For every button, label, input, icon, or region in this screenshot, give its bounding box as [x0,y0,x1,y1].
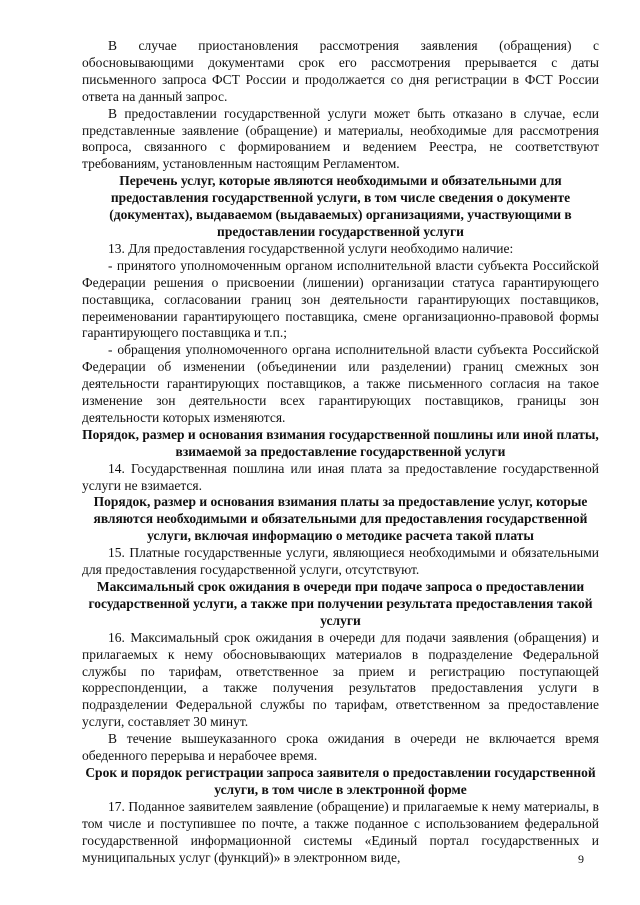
list-item: - принятого уполномоченным органом исполнительной власти субъекта Российской Федерации решения о присвоении (лишении) организации статуса гарантирующего поставщика, согласовании границ зон деятельности гарантирующих поставщиков, переименовании гарантирующего поставщика, смене организационно-правовой формы гарантирующего поставщика и т.п.; [82,257,599,341]
paragraph: 17. Поданное заявителем заявление (обращение) и прилагаемые к нему материалы, в том числе и поступившее по почте, а также поданное с использованием федеральной государственной информационной системы «Единый портал государственных и муниципальных услуг (функций)» в электронном виде, [82,798,599,865]
paragraph: 14. Государственная пошлина или иная плата за предоставление государственной услуги не взимается. [82,460,599,493]
section-heading: Срок и порядок регистрации запроса заявителя о предоставлении государственной услуги, в том числе в электронной форме [85,764,596,797]
section-heading: Порядок, размер и основания взимания платы за предоставление услуг, которые являются необходимыми и обязательными для предоставления государственной услуги, включая информацию о методике расчета такой платы [93,494,588,544]
paragraph: 16. Максимальный срок ожидания в очереди для подачи заявления (обращения) и прилагаемых к нему обосновывающих материалов в подразделение Федеральной службы по тарифам, ответственное за прием и регистрацию поступающей корреспонденции, а также получения результатов предоставления услуги в подразделении Федеральной службы по тарифам, ответственном за предоставление услуги, составляет 30 минут. [82,629,599,730]
paragraph: 15. Платные государственные услуги, являющиеся необходимыми и обязательными для предоставления государственной услуги, отсутствуют. [82,545,599,578]
section-heading: Максимальный срок ожидания в очереди при подаче запроса о предоставлении государственной услуги, а также при получении результата предоставления такой услуги [88,579,593,628]
paragraph: 13. Для предоставления государственной услуги необходимо наличие: [108,240,514,256]
paragraph: В случае приостановления рассмотрения заявления (обращения) с обосновывающими документами срок его рассмотрения прерывается с даты письменного запроса ФСТ России и продолжается со дня регистрации в ФСТ России ответа на данный запрос. [82,38,599,104]
page-number: 9 [578,852,584,866]
section-heading: Перечень услуг, которые являются необходимыми и обязательными для предоставления государственной услуги, в том числе сведения о документе (документах), выдаваемом (выдаваемых) организациями, участвующими в предоставлении государственной услуги [109,173,572,239]
document-page [82,38,599,866]
list-item: - обращения уполномоченного органа исполнительной власти субъекта Российской Федерации об изменении (объединении или разделении) границ смежных зон деятельности гарантирующих поставщиков, а также письменного согласия на такое изменение зон деятельности всех гарантирующих поставщиков, границы зон деятельности которых изменяются. [82,342,599,425]
paragraph: В течение вышеуказанного срока ожидания в очереди не включается время обеденного перерыва и нерабочее время. [82,731,599,764]
section-heading: Порядок, размер и основания взимания государственной пошлины или иной платы, взимаемой за предоставление государственной услуги [82,426,599,459]
paragraph: В предоставлении государственной услуги может быть отказано в случае, если представленные заявление (обращение) и материалы, необходимые для рассмотрения вопроса, связанного с формированием и ведением Реестра, не соответствуют требованиям, установленным настоящим Регламентом. [82,105,599,172]
